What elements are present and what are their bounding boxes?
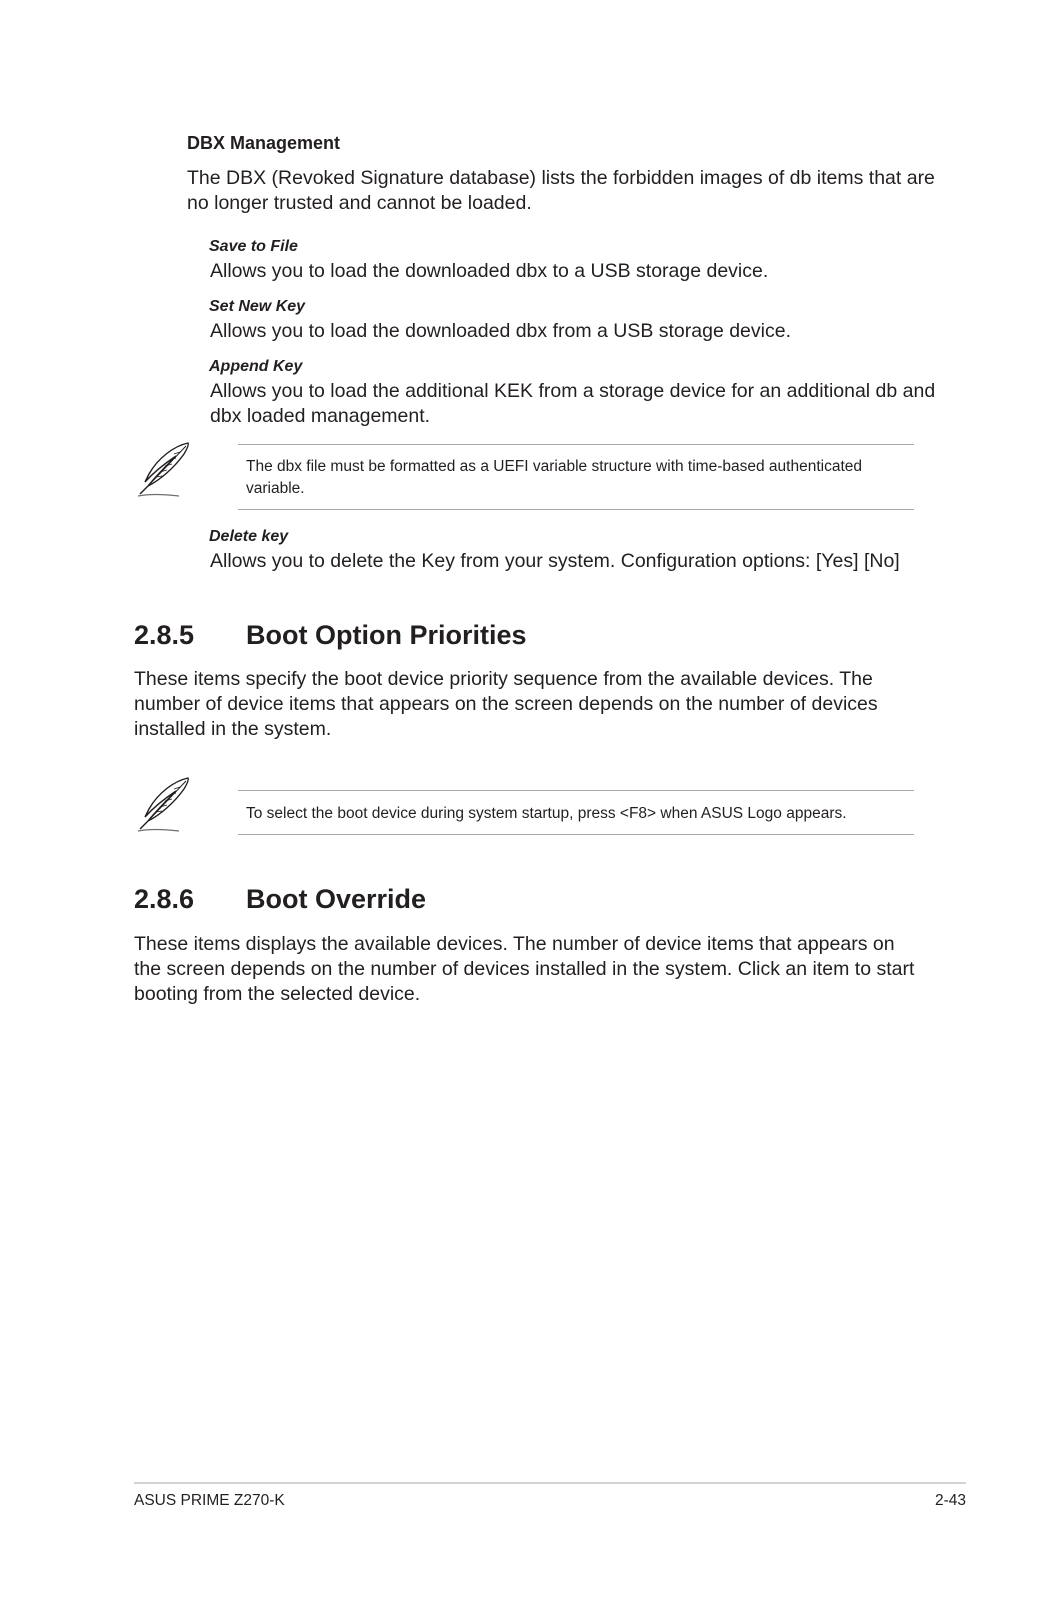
save-to-file-title: Save to File <box>209 238 298 255</box>
boot-override-text-line: These items displays the available devices. The number of device items that appears on <box>134 933 895 955</box>
note-feather-pen-icon <box>134 775 194 835</box>
delete-key-text: Allows you to delete the Key from your system. Configuration options: [Yes] [No] <box>210 550 900 572</box>
boot-option-priorities-text-line: number of device items that appears on the screen depends on the number of devices <box>134 693 878 715</box>
note-feather-pen-icon <box>134 440 194 500</box>
set-new-key-text: Allows you to load the downloaded dbx from a USB storage device. <box>210 320 792 342</box>
dbx-note-text-line: The dbx file must be formatted as a UEFI variable structure with time-based authenticated <box>246 458 862 475</box>
boot-option-priorities-text-line: These items specify the boot device priority sequence from the available devices. The <box>134 668 873 690</box>
footer-divider <box>134 1482 966 1484</box>
boot-override-text-line: the screen depends on the number of devices installed in the system. Click an item to start <box>134 958 915 980</box>
append-key-text-line: dbx loaded management. <box>210 405 431 427</box>
note-divider-bottom <box>238 834 914 835</box>
boot-override-text-line: booting from the selected device. <box>134 983 421 1005</box>
note-divider-top <box>238 790 914 791</box>
append-key-text <box>210 379 935 429</box>
dbx-note-text-line: variable. <box>246 480 305 497</box>
dbx-description-line: The DBX (Revoked Signature database) lists the forbidden images of db items that are <box>187 167 935 189</box>
footer-product-name: ASUS PRIME Z270-K <box>134 1492 285 1509</box>
section-title-boot-override: Boot Override <box>246 884 427 914</box>
note-divider-bottom <box>238 509 914 510</box>
append-key-title: Append Key <box>209 358 303 375</box>
dbx-note-text <box>246 456 862 500</box>
dbx-management-heading: DBX Management <box>187 133 341 153</box>
boot-note-text: To select the boot device during system startup, press <F8> when ASUS Logo appears. <box>246 805 847 822</box>
boot-option-priorities-text-line: installed in the system. <box>134 718 332 740</box>
section-number-2-8-5: 2.8.5 <box>134 620 195 650</box>
dbx-description-line: no longer trusted and cannot be loaded. <box>187 192 532 214</box>
save-to-file-text: Allows you to load the downloaded dbx to a USB storage device. <box>210 260 769 282</box>
section-title-boot-option-priorities: Boot Option Priorities <box>246 620 527 650</box>
note-divider-top <box>238 444 914 445</box>
footer-page-number: 2-43 <box>934 1492 966 1509</box>
dbx-description <box>187 166 935 216</box>
set-new-key-title: Set New Key <box>209 298 306 315</box>
delete-key-title: Delete key <box>209 528 289 545</box>
boot-override-text <box>134 932 914 1007</box>
section-number-2-8-6: 2.8.6 <box>134 884 195 914</box>
append-key-text-line: Allows you to load the additional KEK from a storage device for an additional db and <box>210 380 936 402</box>
boot-option-priorities-text <box>134 667 878 742</box>
